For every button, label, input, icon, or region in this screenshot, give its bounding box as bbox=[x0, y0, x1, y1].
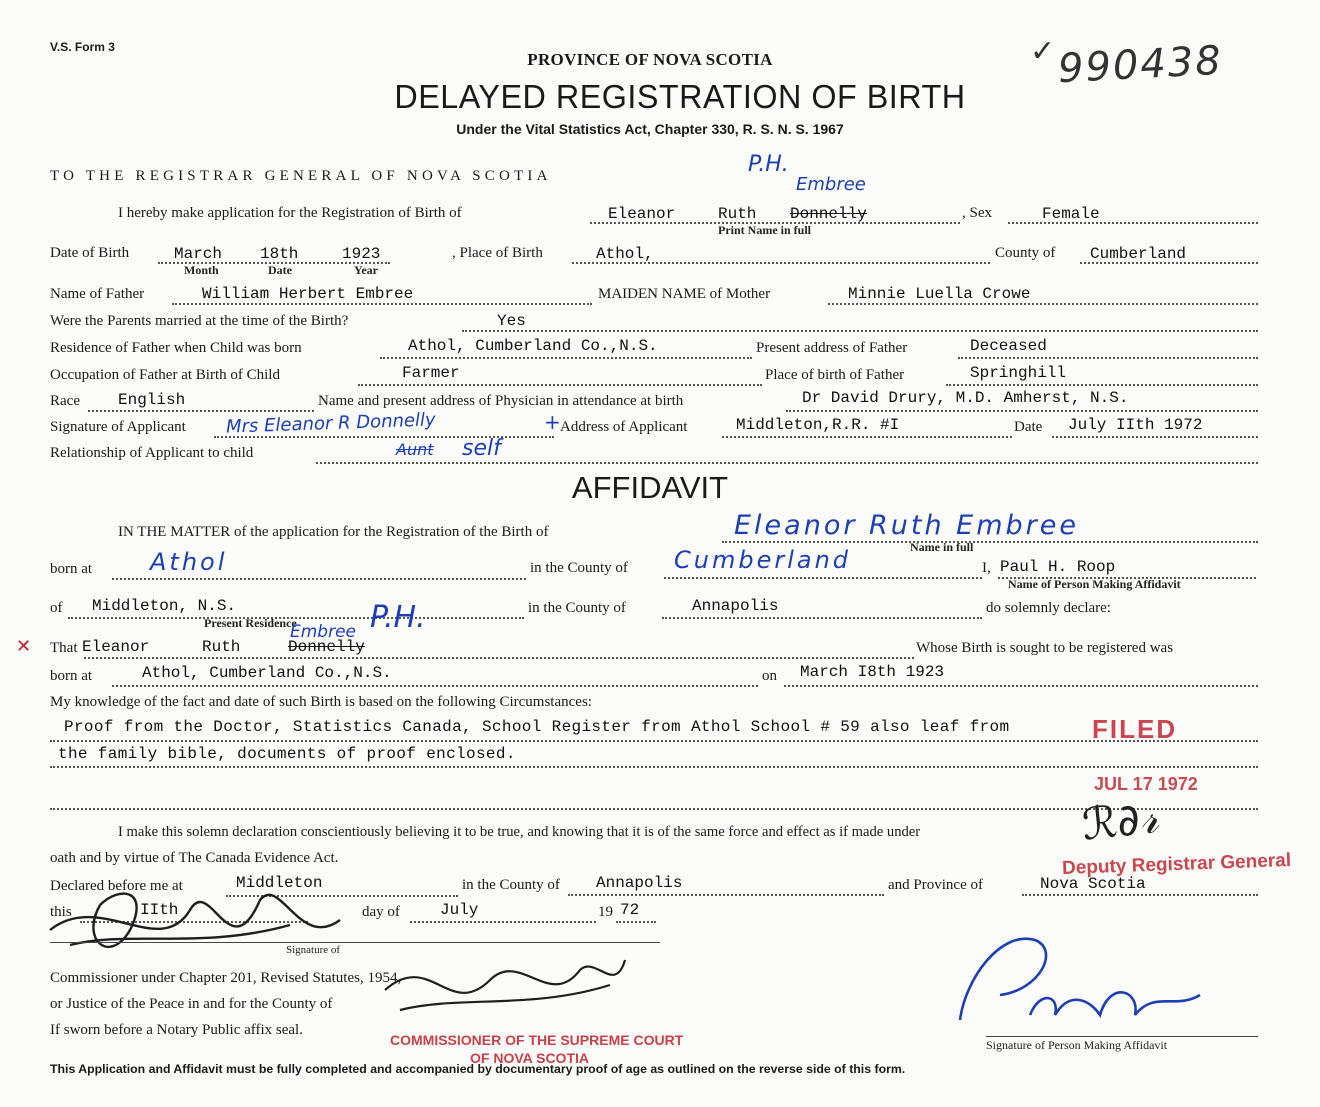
commissioner-signature bbox=[40, 870, 370, 980]
affidavit-name: Eleanor Ruth Embree bbox=[734, 510, 1080, 541]
dob-day: 18th bbox=[260, 245, 299, 263]
year-suffix: 72 bbox=[620, 901, 640, 919]
sig-applicant-label: Signature of Applicant bbox=[50, 419, 186, 435]
that-correction: Embree bbox=[290, 622, 356, 642]
born-at-2-field-line bbox=[112, 685, 758, 687]
name-middle: Ruth bbox=[718, 205, 757, 223]
province-value: Nova Scotia bbox=[1040, 875, 1146, 893]
commissioner-stamp-line-2: OF NOVA SCOTIA bbox=[470, 1050, 589, 1066]
place-label: , Place of Birth bbox=[452, 245, 543, 261]
occupation-value: Farmer bbox=[402, 364, 460, 382]
commissioner-second-signature bbox=[380, 940, 630, 1030]
place-value: Athol, bbox=[596, 245, 654, 263]
knowledge-label: My knowledge of the fact and date of such Birth is based on the following Circumstances: bbox=[50, 694, 592, 710]
county-3-field-line bbox=[662, 617, 982, 619]
that-initials: P.H. bbox=[370, 600, 426, 635]
that-first: Eleanor bbox=[82, 638, 150, 656]
mother-field-line bbox=[828, 303, 1258, 305]
mother-label: MAIDEN NAME of Mother bbox=[598, 286, 771, 302]
born-at-value: Athol bbox=[150, 548, 228, 576]
dob-year: 1923 bbox=[342, 245, 381, 263]
date-value: July IIth 1972 bbox=[1068, 416, 1203, 434]
sig-of-label: Signature of bbox=[286, 944, 341, 956]
residence-caption: Present Residence bbox=[204, 616, 297, 630]
file-number: 990438 bbox=[1056, 37, 1224, 93]
that-label: That bbox=[50, 640, 78, 656]
dob-label: Date of Birth bbox=[50, 245, 130, 261]
i-label: I, bbox=[982, 560, 991, 576]
declaration-line-1: I make this solemn declaration conscientiously believing it to be true, and knowing that it is of the same force and effect as if made under bbox=[118, 824, 921, 840]
sex-value: Female bbox=[1042, 205, 1100, 223]
registrar-signature: ℛ∂𝓇 bbox=[1079, 792, 1161, 851]
form-code: V.S. Form 3 bbox=[50, 40, 115, 54]
relationship-value: self bbox=[462, 436, 501, 461]
physician-field-line bbox=[786, 410, 1258, 412]
on-date-value: March I8th 1923 bbox=[800, 663, 945, 681]
addr-applicant-field-line bbox=[722, 436, 1012, 438]
born-at-field-line bbox=[112, 578, 526, 580]
year-prefix: 19 bbox=[598, 904, 613, 920]
that-middle: Ruth bbox=[202, 638, 241, 656]
name-caption: Name in full bbox=[910, 540, 974, 554]
affiant-signature-mark bbox=[940, 920, 1220, 1040]
commissioner-sig-line bbox=[50, 942, 660, 943]
date-field-line bbox=[1052, 436, 1258, 438]
addr-applicant-label: Address of Applicant bbox=[560, 419, 688, 435]
circ-text-2: the family bible, documents of proof enclosed. bbox=[58, 745, 516, 763]
that-struck: Donnelly bbox=[288, 638, 365, 656]
county-4-value: Annapolis bbox=[596, 874, 683, 892]
county-4-field-line bbox=[568, 894, 884, 896]
occupation-field-line bbox=[358, 384, 762, 386]
mother-value: Minnie Luella Crowe bbox=[848, 285, 1031, 303]
matter-field-line bbox=[722, 541, 1258, 543]
declared-label: Declared before me at bbox=[50, 878, 183, 894]
affiant-caption: Name of Person Making Affidavit bbox=[1008, 577, 1181, 591]
print-name-caption: Print Name in full bbox=[718, 223, 811, 237]
circ-line-2 bbox=[50, 766, 1258, 768]
dob-month: March bbox=[174, 245, 223, 263]
name-correction: Embree bbox=[796, 174, 866, 195]
of-label: of bbox=[50, 600, 63, 616]
notary-label: If sworn before a Notary Public affix seal. bbox=[50, 1022, 303, 1038]
form-title: DELAYED REGISTRATION OF BIRTH bbox=[394, 78, 966, 115]
res-father-field-line bbox=[380, 357, 752, 359]
married-field-line bbox=[462, 330, 1258, 332]
race-field-line bbox=[88, 410, 314, 412]
relationship-struck: Aunt bbox=[396, 440, 434, 459]
pob-father-value: Springhill bbox=[970, 364, 1067, 382]
year-field-line bbox=[616, 921, 656, 923]
name-first: Eleanor bbox=[608, 205, 676, 223]
physician-label: Name and present address of Physician in attendance at birth bbox=[318, 393, 684, 409]
county-label: County of bbox=[995, 245, 1056, 261]
father-field-line bbox=[172, 303, 592, 305]
county-label-2: in the County of bbox=[530, 560, 628, 576]
footer-note: This Application and Affidavit must be fully completed and accompanied by documentary proof of age as outlined on the reverse side of this form. bbox=[50, 1062, 906, 1076]
name-struck: Donnelly bbox=[790, 205, 867, 223]
this-label: this bbox=[50, 904, 72, 920]
date-label: Date bbox=[1014, 419, 1043, 435]
father-label: Name of Father bbox=[50, 286, 145, 302]
that-field-line bbox=[84, 657, 914, 659]
commissioner-label: Commissioner under Chapter 201, Revised Statutes, 1954, bbox=[50, 970, 402, 986]
father-value: William Herbert Embree bbox=[202, 285, 414, 303]
present-addr-value: Deceased bbox=[970, 337, 1047, 355]
circ-text-1: Proof from the Doctor, Statistics Canada, School Register from Athol School # 59 also leaf from bbox=[64, 718, 1010, 736]
married-label: Were the Parents married at the time of the Birth? bbox=[50, 313, 349, 329]
res-father-value: Athol, Cumberland Co.,N.S. bbox=[408, 337, 658, 355]
affiant-sig-caption: Signature of Person Making Affidavit bbox=[986, 1038, 1168, 1052]
res-father-label: Residence of Father when Child was born bbox=[50, 340, 302, 356]
born-at-label-2: born at bbox=[50, 668, 93, 684]
month-field-line bbox=[410, 921, 596, 923]
born-at-label: born at bbox=[50, 561, 93, 577]
province-field-line bbox=[1022, 894, 1258, 896]
day-of-label: day of bbox=[362, 904, 400, 920]
whose-birth-label: Whose Birth is sought to be registered was bbox=[916, 640, 1174, 656]
addr-applicant-value: Middleton,R.R. #I bbox=[736, 416, 900, 434]
on-date-field-line bbox=[784, 685, 1258, 687]
pob-father-field-line bbox=[946, 384, 1258, 386]
applicant-signature: Mrs Eleanor R Donnelly bbox=[225, 409, 437, 438]
declare-label: do solemnly declare: bbox=[986, 600, 1111, 616]
physician-value: Dr David Drury, M.D. Amherst, N.S. bbox=[802, 389, 1129, 407]
born-at-2-value: Athol, Cumberland Co.,N.S. bbox=[142, 664, 392, 682]
race-value: English bbox=[118, 391, 186, 409]
county-3-value: Annapolis bbox=[692, 597, 779, 615]
county-label-3: in the County of bbox=[528, 600, 626, 616]
circ-line-1 bbox=[50, 740, 1258, 742]
sex-label: , Sex bbox=[962, 205, 992, 221]
filed-date-stamp: JUL 17 1972 bbox=[1094, 774, 1198, 794]
residence-value: Middleton, N.S. bbox=[92, 597, 237, 615]
affiant-sig-line bbox=[986, 1036, 1258, 1037]
month-value: July bbox=[440, 901, 479, 919]
commissioner-stamp-line-1: COMMISSIONER OF THE SUPREME COURT bbox=[390, 1032, 684, 1048]
check-mark: ✓ bbox=[1030, 34, 1056, 69]
day-value: IIth bbox=[140, 901, 179, 919]
year-caption: Year bbox=[354, 263, 378, 277]
present-addr-field-line bbox=[958, 357, 1258, 359]
declared-at-value: Middleton bbox=[236, 874, 323, 892]
month-caption: Month bbox=[184, 263, 219, 277]
form-subtitle: Under the Vital Statistics Act, Chapter 330, R. S. N. S. 1967 bbox=[456, 121, 844, 137]
county-value: Cumberland bbox=[1090, 245, 1187, 263]
affiant-name: Paul H. Roop bbox=[1000, 558, 1116, 576]
race-label: Race bbox=[50, 393, 80, 409]
pob-father-label: Place of birth of Father bbox=[765, 367, 905, 383]
circ-line-3 bbox=[50, 808, 1258, 810]
relationship-label: Relationship of Applicant to child bbox=[50, 445, 254, 461]
registrar-stamp: Deputy Registrar General bbox=[1061, 850, 1292, 879]
declaration-line-2: oath and by virtue of The Canada Evidence Act. bbox=[50, 850, 339, 866]
registrar-line: TO THE REGISTRAR GENERAL OF NOVA SCOTIA bbox=[50, 168, 552, 184]
filed-stamp: FILED bbox=[1092, 714, 1178, 744]
on-label: on bbox=[762, 668, 777, 684]
county-2-value: Cumberland bbox=[674, 546, 852, 574]
x-mark: ✕ bbox=[16, 636, 32, 656]
province-heading: PROVINCE OF NOVA SCOTIA bbox=[527, 50, 773, 69]
occupation-label: Occupation of Father at Birth of Child bbox=[50, 367, 280, 383]
affidavit-title: AFFIDAVIT bbox=[571, 470, 729, 505]
signature-plus-mark: + bbox=[544, 410, 561, 434]
justice-label: or Justice of the Peace in and for the County of bbox=[50, 996, 333, 1012]
matter-label: IN THE MATTER of the application for the Registration of the Birth of bbox=[118, 524, 549, 540]
county-2-field-line bbox=[664, 577, 982, 579]
county-label-4: in the County of bbox=[462, 877, 560, 893]
province-label: and Province of bbox=[888, 877, 983, 893]
application-label: I hereby make application for the Registration of Birth of bbox=[118, 205, 462, 221]
present-addr-label: Present address of Father bbox=[756, 340, 908, 356]
relationship-field-line bbox=[316, 462, 1258, 464]
date-caption: Date bbox=[268, 263, 292, 277]
married-value: Yes bbox=[497, 312, 526, 330]
name-correction-initials: P.H. bbox=[748, 152, 789, 177]
